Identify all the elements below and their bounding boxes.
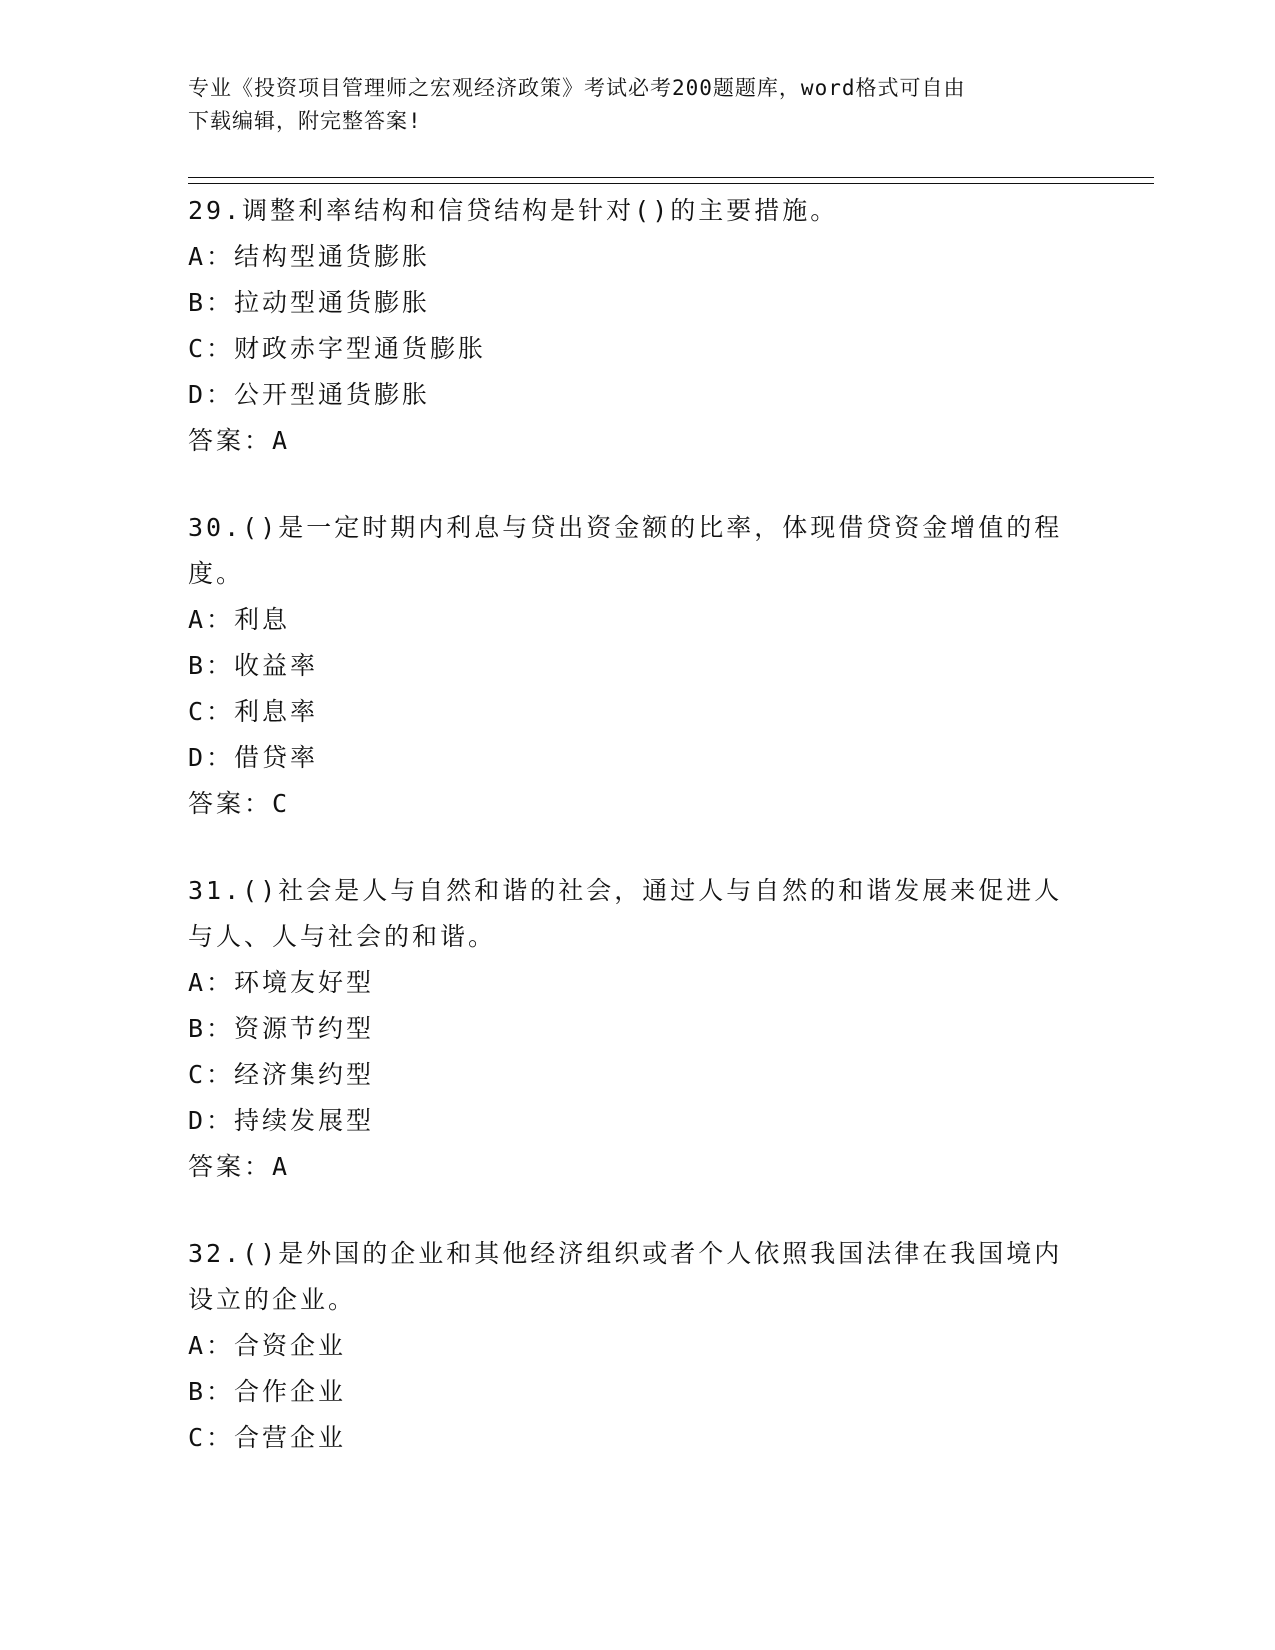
option-a: A：利息 — [188, 605, 291, 634]
answer: 答案：A — [188, 426, 291, 455]
option-d: D：借贷率 — [188, 743, 319, 772]
option-d: D：公开型通货膨胀 — [188, 380, 431, 409]
option-c: C：财政赤字型通货膨胀 — [188, 334, 487, 363]
option-c: C：合营企业 — [188, 1423, 347, 1452]
header-divider-bottom — [188, 183, 1154, 184]
option-d: D：持续发展型 — [188, 1106, 375, 1135]
answer: 答案：A — [188, 1152, 291, 1181]
header-line-2: 下载编辑，附完整答案! — [188, 109, 422, 133]
document-header — [188, 72, 1068, 138]
question-30 — [188, 505, 1078, 827]
answer: 答案：C — [188, 789, 291, 818]
question-stem: 30.()是一定时期内利息与贷出资金额的比率，体现借贷资金增值的程度。 — [188, 513, 1063, 588]
option-c: C：利息率 — [188, 697, 319, 726]
option-b: B：拉动型通货膨胀 — [188, 288, 431, 317]
question-29 — [188, 188, 1078, 464]
option-b: B：合作企业 — [188, 1377, 347, 1406]
option-a: A：合资企业 — [188, 1331, 347, 1360]
header-line-1: 专业《投资项目管理师之宏观经济政策》考试必考200题题库，word格式可自由 — [188, 76, 966, 100]
option-b: B：资源节约型 — [188, 1014, 375, 1043]
option-a: A：环境友好型 — [188, 968, 375, 997]
question-stem: 31.()社会是人与自然和谐的社会，通过人与自然的和谐发展来促进人与人、人与社会的和谐。 — [188, 876, 1063, 951]
question-32 — [188, 1231, 1078, 1461]
option-c: C：经济集约型 — [188, 1060, 375, 1089]
question-stem: 32.()是外国的企业和其他经济组织或者个人依照我国法律在我国境内设立的企业。 — [188, 1239, 1063, 1314]
question-stem: 29.调整利率结构和信贷结构是针对()的主要措施。 — [188, 196, 839, 225]
option-b: B：收益率 — [188, 651, 319, 680]
header-divider-top — [188, 177, 1154, 178]
question-31 — [188, 868, 1078, 1190]
option-a: A：结构型通货膨胀 — [188, 242, 431, 271]
question-list — [188, 188, 1078, 1502]
